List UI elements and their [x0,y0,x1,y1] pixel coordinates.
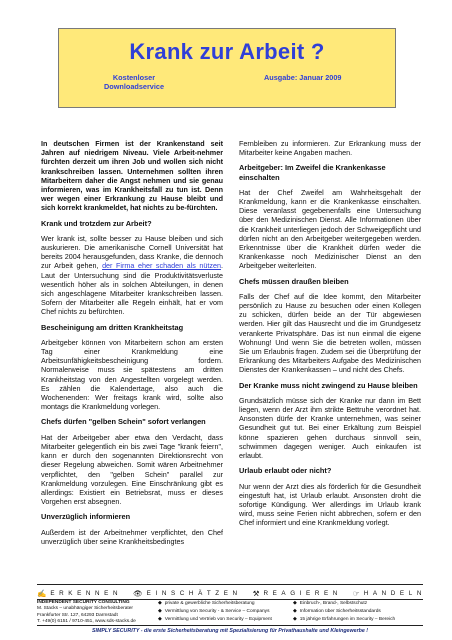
link-firma-schaden[interactable]: der Firma eher schaden als nützen [102,261,221,271]
paragraph-informieren: Außerdem ist der Arbeitnehmer verpflichtet, den Chef unverzüglich über seine Krankheitsbedingtes [41,527,223,546]
footer-divider-bottom [37,625,423,626]
service-label: Vermittlung von Security - & Service – Companys [164,608,270,614]
service-item [293,616,395,624]
heading-bescheinigung: Bescheinigung am dritten Krankheitstag [41,322,184,332]
paragraph-text: . Laut der Untersuchung sind die Produktivitätsverluste wesentlich höher als in solchen Abteilungen, in denen sich angeschlagene Mitarbeiter krankschreiben lassen. Sofern der Mitarbeiter alle Regeln einhält, hat er vom Chef nichts zu befürchten. [41,261,223,317]
company-contact: T. +49(0) 6151 / 9710-451, www.sds-stacks.de [37,619,136,625]
tag-word: HANDELN [363,589,426,597]
service-label: Information über Sicherheitsstandards [299,608,381,614]
paragraph-draussen: Falls der Chef auf die Idee kommt, den Mitarbeiter persönlich zu Hause zu besuchen oder einen Kollegen zu schicken, dürfen beide an der Tür abgewiesen werden. Hier gilt das Hausrecht und die im Grundgesetz verankerte Privatsphäre. Das ist nun einmal die eigene Wohnung! Und wenn Sie die betreten wollen, müssen Sie um Erlaubnis fragen. Zudem sei die Überprüfung der Erkrankung des Mitarbeiters Aufgabe des Medizinischen Dienstes der Krankenkassen – und nicht des Chefs. [239,291,421,375]
paragraph-text: Wer krank ist, sollte besser zu Hause bleiben und sich auskurieren. Die amerikanische Cornell Universität hat bereits 2004 herausgefunden, dass Kranke, die dennoch zur Arbeit gehen, [41,233,223,271]
tag-word: REAGIEREN [263,589,342,597]
page-title: Krank zur Arbeit ? [129,39,325,64]
pen-icon: ✍ [37,588,47,598]
heading-krank-zur-arbeit: Krank und trotzdem zur Arbeit? [41,218,152,228]
service-item [158,616,272,624]
hand-icon: ☞ [352,588,360,598]
bullet-icon: ◆ [293,616,297,622]
service-label: private & gewerbliche Sicherheitsberatung [164,601,255,606]
paragraph-bescheinigung: Arbeitgeber können von Mitarbeitern schon am ersten Tag einer Krankmeldung eine Arbeitsunfähigkeitsbescheinigung fordern. Normalerweise muss sie spätestens am dritten Krankheitstag von den Angestellten vorgelegt werden. Es zählen die Kalendertage, also auch die Wochenenden: Wer freitags krank wird, sollte also montags die Krankmeldung vorlegen. [41,337,223,412]
services-list-a [158,600,272,623]
service-item [293,608,395,616]
heading-informieren: Unverzüglich informieren [41,512,131,522]
tag-word: EINSCHÄTZEN [146,589,242,597]
heading-zu-hause: Der Kranke muss nicht zwingend zu Hause bleiben [239,380,418,390]
tag-word: ERKENNEN [50,589,123,597]
heading-draussen: Chefs müssen draußen bleiben [239,276,349,286]
bullet-icon: ◆ [158,601,162,606]
tag-reagieren [253,589,342,598]
paragraph-gelber-schein: Hat der Arbeitgeber aber etwa den Verdacht, dass Mitarbeiter gelegentlich ein bis zwei Tage "krank feiern", kann er durch den sogenannten Direktionsrecht von dieser Regelung abweichen. Somit wären Arbeitnehmer verpflichtet, den "gelben Schein" parallel zur Krankmeldung vorzulegen. Eine Einschränkung gibt es allerdings: Existiert ein Betriebsrat, muss er dieses Vorgehen erst absegnen. [41,432,223,507]
tag-einschaetzen [133,589,242,598]
heading-urlaub: Urlaub erlaubt oder nicht? [239,466,332,476]
paragraph-urlaub: Nur wenn der Arzt dies als förderlich für die Gesundheit eingestuft hat, ist Urlaub erlaubt. Ansonsten droht die sofortige Kündigung. Wer allerdings im Urlaub krank wird, muss seine Ferien nicht abbrechen, sofern er den Chef informiert und eine Krankmeldung vorlegt. [239,481,421,528]
intro-paragraph: In deutschen Firmen ist der Krankenstand seit Jahren auf niedrigem Niveau. Viele Arbeit-nehmer fürchten derzeit um ihren Job und wollen sich nicht krankschreiben lassen. Unternehmen sollten ihren Mitarbeitern daher die Angst nehmen und sie genau informieren, was im Krankheitsfall zu tun ist. Denn wer wegen einer Erkrankung zu Hause bleibt und sich korrekt krankmeldet, hat nichts zu be-fürchten. [41,139,223,213]
bullet-icon: ◆ [158,608,162,614]
tools-icon: ⚒ [252,588,260,598]
service-item [158,600,272,608]
footer-divider-top [37,584,423,585]
service-item [158,608,272,616]
bullet-icon: ◆ [158,616,162,622]
bullet-icon: ◆ [293,601,297,606]
header-box [58,28,396,108]
tag-handeln [353,589,426,598]
heading-krankenkasse: Arbeitgeber: Im Zweifel die Krankenkasse einschalten [239,163,386,182]
right-column [239,139,421,534]
tag-erkennen [37,589,122,598]
footer-tagline [37,587,427,599]
paragraph-krankenkasse: Hat der Chef Zweifel am Wahrheitsgehalt der Krankmeldung, kann er die Krankenkasse einschalten. Diese veranlasst gegebenenfalls eine Untersuchung über den Medizinischen Dienst. Alle Informationen über die Krankheit unterliegen jedoch der Schweigepflicht und dürfen nicht an den Arbeitgeber weitergegeben werden. Erkenntnisse über die Krankheit dürfen weder die Krankenkasse noch Medizinischer Dienst an den Arbeitgeber weiterleiten. [239,187,421,271]
service-item [293,600,395,608]
company-address: Frankfurter Str. 127, 64293 Darmstadt [37,612,118,618]
left-column [41,139,223,552]
footer-slogan: SIMPLY SECURITY - die erste Sicherheitsberatung mit Spezialisierung für Privathaushalte und Kleingewerbe ! [91,628,369,634]
company-block [37,600,147,626]
heading-gelber-schein: Chefs dürfen "gelben Schein" sofort verlangen [41,417,206,427]
paragraph-zu-hause: Grundsätzlich müsse sich der Kranke nur dann im Bett liegen, wenn der Arzt ihm strikte Bettruhe verordnet hat. Ansonsten dürfe der Kranke unternehmen, was seiner Gesundheit gut tut. Bei einer Erkältung zum Beispiel könne spazieren gehen durchaus sinnvoll sein, schwimmen dagegen weniger. Auch einkaufen ist erlaubt. [239,395,421,461]
issue-date: Ausgabe: Januar 2009 [264,73,342,82]
bullet-icon: ◆ [293,608,297,614]
services-list-b [293,600,395,623]
company-owner: M. Stacks – unabhängiger Sicherheitsberater [37,606,133,612]
paragraph-cornell [41,234,223,317]
eye-icon: 👁 [133,588,143,598]
service-label: Vermittlung und Vertrieb von Security – Equipment [164,616,272,622]
paragraph-fernbleiben: Fernbleiben zu informieren. Zur Erkrankung muss der Mitarbeiter keine Angaben machen. [239,139,421,158]
company-name: INDEPENDENT SECURITY CONSULTING [37,600,130,605]
service-label: Einbruch-, Brand-, Selbstschutz [299,601,368,606]
download-note: Kostenloser Downloadservice [103,73,165,91]
service-label: 15 jährige Erfahrungen im Security – Bereich [299,616,396,622]
